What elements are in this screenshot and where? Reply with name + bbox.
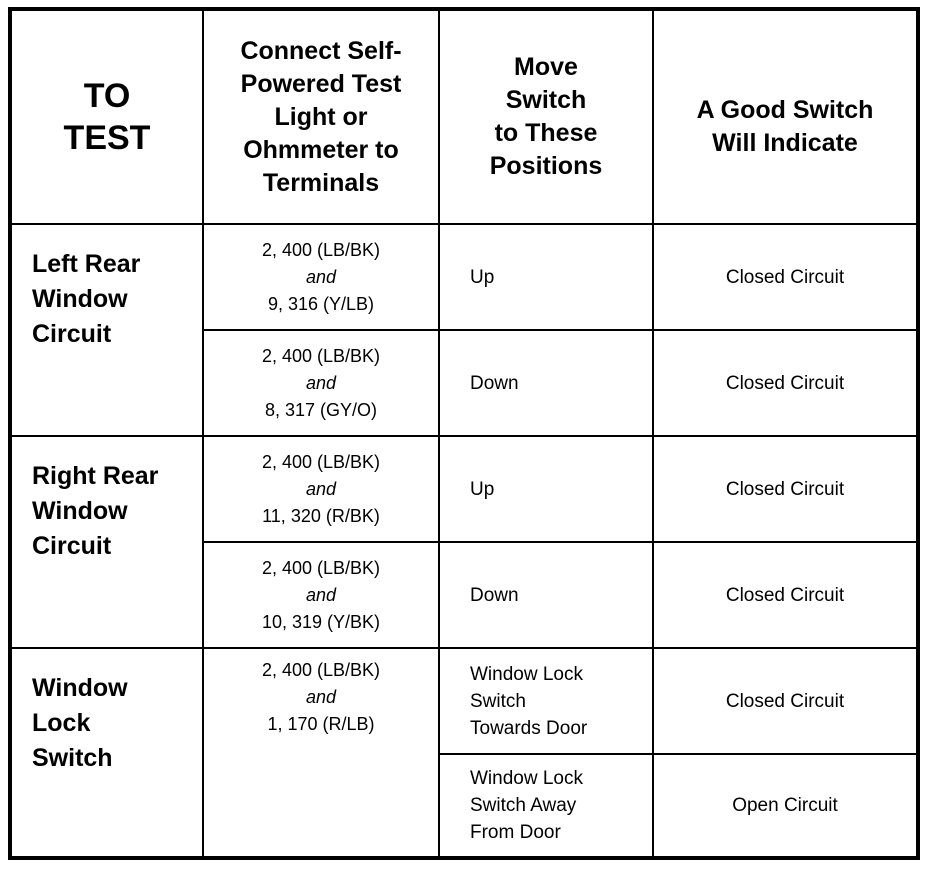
terminal-a: 2, 400 (LB/BK) (261, 239, 381, 260)
header-line: TO (83, 77, 131, 115)
position-cell (439, 224, 653, 330)
terminal-b: 11, 320 (R/BK) (262, 505, 380, 526)
terminal-and: and (305, 478, 337, 499)
position-line: Up (470, 478, 495, 500)
terminal-b: 1, 170 (R/LB) (267, 714, 375, 734)
position-line: Up (470, 266, 495, 288)
terminals-cell (203, 224, 439, 330)
result-cell: Closed Circuit (653, 436, 918, 542)
header-line: Move (514, 53, 578, 81)
header-line: Positions (489, 152, 603, 180)
position-line: From Door (470, 822, 561, 843)
header-line: Switch (505, 86, 587, 114)
header-line: Connect Self- (240, 36, 402, 65)
terminal-b: 10, 319 (Y/BK) (261, 611, 381, 632)
terminals-cell (203, 648, 439, 858)
position-cell (439, 436, 653, 542)
position-cell (439, 648, 653, 754)
terminal-a: 2, 400 (LB/BK) (261, 345, 381, 366)
group-label-line: Lock (32, 709, 91, 737)
connect-header (203, 9, 439, 224)
result-cell: Closed Circuit (653, 542, 918, 648)
group-label-line: Circuit (32, 320, 112, 348)
position-line: Switch (470, 690, 526, 712)
position-cell (439, 754, 653, 858)
terminal-a: 2, 400 (LB/BK) (261, 557, 381, 578)
result-cell: Open Circuit (653, 754, 918, 858)
table-row (10, 648, 918, 754)
group-label-line: Window (32, 674, 128, 702)
header-line: TEST (63, 119, 151, 157)
position-line: Down (470, 584, 519, 606)
group-label-line: Window (32, 497, 128, 525)
group-window-lock-switch (10, 648, 203, 858)
group-label-line: Left Rear (32, 250, 141, 278)
terminal-a: 2, 400 (LB/BK) (261, 660, 381, 680)
table-row (10, 436, 918, 542)
header-line: Powered Test (240, 69, 402, 98)
header-line: A Good Switch (696, 96, 874, 124)
position-cell (439, 542, 653, 648)
terminal-and: and (305, 266, 337, 287)
header-line: Ohmmeter to (243, 135, 399, 164)
header-line: Terminals (262, 168, 380, 197)
header-line: Light or (274, 102, 368, 131)
group-label-line: Switch (32, 744, 113, 772)
switch-test-table (8, 7, 920, 860)
position-line: Switch Away (470, 795, 577, 816)
header-row (10, 9, 918, 224)
terminals-cell (203, 542, 439, 648)
terminal-and: and (305, 584, 337, 605)
terminal-and: and (305, 687, 337, 707)
terminals-cell (203, 436, 439, 542)
result-cell: Closed Circuit (653, 330, 918, 436)
position-line: Towards Door (470, 717, 588, 739)
position-line: Window Lock (470, 768, 583, 789)
terminals-cell (203, 330, 439, 436)
header-line: to These (494, 119, 598, 147)
terminal-b: 8, 317 (GY/O) (264, 399, 378, 420)
position-line: Window Lock (470, 663, 583, 685)
good-switch-header (653, 9, 918, 224)
group-label-line: Circuit (32, 532, 112, 560)
move-switch-header (439, 9, 653, 224)
position-cell (439, 330, 653, 436)
result-cell: Closed Circuit (653, 648, 918, 754)
to-test-header (10, 9, 203, 224)
terminal-a: 2, 400 (LB/BK) (261, 451, 381, 472)
group-left-rear-window (10, 224, 203, 436)
group-label-line: Right Rear (32, 462, 159, 490)
group-right-rear-window (10, 436, 203, 648)
result-cell: Closed Circuit (653, 224, 918, 330)
header-line: Will Indicate (712, 129, 858, 157)
terminal-b: 9, 316 (Y/LB) (267, 293, 375, 314)
group-label-line: Window (32, 285, 128, 313)
table-row (10, 224, 918, 330)
position-line: Down (470, 372, 519, 394)
terminal-and: and (305, 372, 337, 393)
